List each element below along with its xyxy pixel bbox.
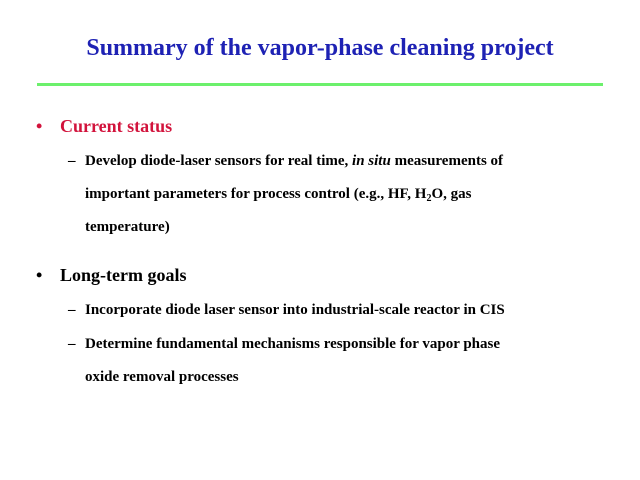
- sub-item-text: oxide removal processes: [85, 369, 239, 385]
- subscript: 2: [426, 193, 432, 204]
- dash-marker: –: [68, 336, 76, 352]
- sub-item-continuation: [85, 369, 239, 386]
- sub-item-develop-sensors: [68, 153, 618, 170]
- bullet-marker: •: [36, 116, 43, 136]
- sub-item-text: measurements of: [390, 153, 504, 169]
- bullet-current-status: [36, 116, 172, 137]
- slide-title: Summary of the vapor-phase cleaning project: [86, 35, 554, 61]
- dash-marker: –: [68, 153, 76, 169]
- title-divider: [37, 83, 603, 86]
- bullet-label: Long-term goals: [60, 265, 187, 285]
- sub-item-incorporate-sensor: [68, 302, 618, 319]
- italic-text: in situ: [352, 153, 391, 169]
- sub-item-text: O, gas: [431, 186, 472, 202]
- sub-item-text: temperature): [85, 219, 170, 235]
- bullet-marker: •: [36, 265, 43, 285]
- sub-item-text: Develop diode-laser sensors for real time,: [85, 153, 353, 169]
- dash-marker: –: [68, 302, 76, 318]
- sub-item-determine-mechanisms: [68, 336, 618, 353]
- bullet-long-term-goals: [36, 265, 186, 286]
- sub-item-text: Determine fundamental mechanisms responsible for vapor phase: [85, 336, 501, 352]
- sub-item-continuation: [85, 219, 170, 236]
- sub-item-text: Incorporate diode laser sensor into industrial-scale reactor in CIS: [85, 302, 505, 318]
- sub-item-text: important parameters for process control (e.g., HF, H: [85, 186, 427, 202]
- sub-item-continuation: [85, 186, 472, 203]
- bullet-label: Current status: [60, 116, 173, 136]
